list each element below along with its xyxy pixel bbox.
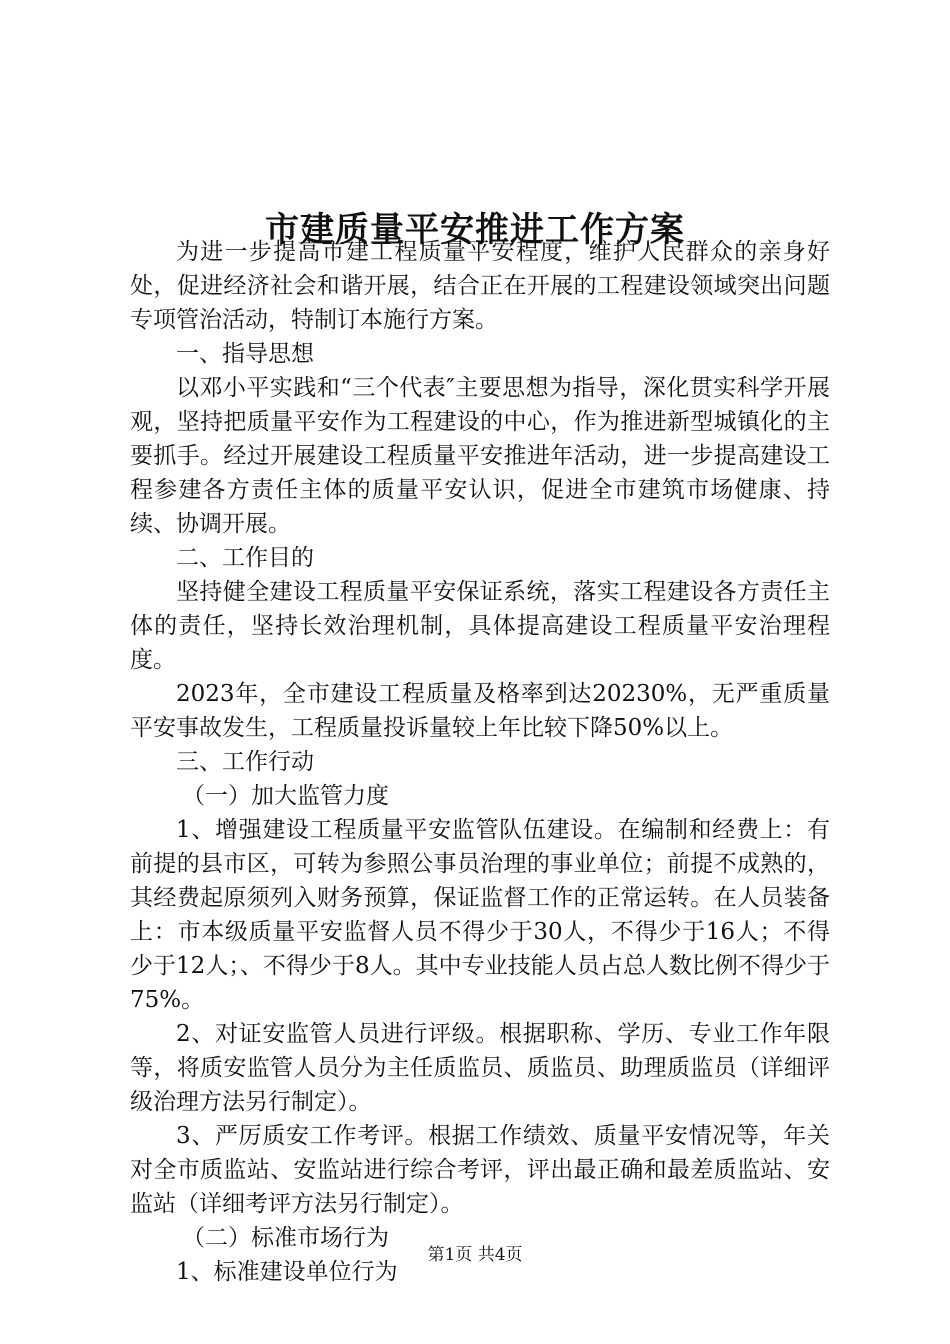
paragraph-guiding-thought: 以邓小平实践和“三个代表″主要思想为指导，深化贯实科学开展观，坚持把质量平安作为工程建设的中心，作为推进新型城镇化的主要抓手。经过开展建设工程质量平安推进年活动，进一步提高建设工程参建各方责任主体的质量平安认识，促进全市建筑市场健康、持续、协调开展。 [130, 375, 830, 537]
section-heading-guiding-thought: 一、指导思想 [176, 341, 314, 367]
paragraph-work-goal: 坚持健全建设工程质量平安保证系统，落实工程建设各方责任主体的责任，坚持长效治理机制，具体提高建设工程质量平安治理程度。 [130, 579, 830, 673]
section-heading-work-goal: 二、工作目的 [176, 545, 314, 571]
subsection-heading-market: （二）标准市场行为 [182, 1225, 389, 1251]
paragraph-market-1: 1、标准建设单位行为 [176, 1259, 398, 1285]
paragraph-intro: 为进一步提高市建工程质量平安程度，维护人民群众的亲身好处，促进经济社会和谐开展，结合正在开展的工程建设领域突出问题专项管治活动，特制订本施行方案。 [130, 239, 830, 333]
paragraph-action-1: 1、增强建设工程质量平安监管队伍建设。在编制和经费上：有前提的县市区，可转为参照公事员治理的事业单位；前提不成熟的，其经费起原须列入财务预算，保证监督工作的正常运转。在人员装备上：市本级质量平安监督人员不得少于30人，不得少于16人；不得少于12人；、不得少于8人。其中专业技能人员占总人数比例不得少于75%。 [130, 817, 830, 1013]
subsection-heading-supervision: （一）加大监管力度 [182, 783, 389, 809]
document-body [130, 235, 830, 1289]
section-heading-work-actions: 三、工作行动 [176, 749, 314, 775]
paragraph-action-3: 3、严厉质安工作考评。根据工作绩效、质量平安情况等，年关对全市质监站、安监站进行综合考评，评出最正确和最差质监站、安监站（详细考评方法另行制定）。 [130, 1123, 830, 1217]
paragraph-action-2: 2、对证安监管人员进行评级。根据职称、学历、专业工作年限等，将质安监管人员分为主任质监员、质监员、助理质监员（详细评级治理方法另行制定）。 [130, 1021, 830, 1115]
paragraph-2023-target: 2023年，全市建设工程质量及格率到达20230%，无严重质量平安事故发生，工程质量投诉量较上年比较下降50%以上。 [130, 681, 830, 741]
page-number-footer: 第1页 共4页 [427, 1245, 523, 1265]
document-title: 市建质量平安推进工作方案 [265, 209, 685, 250]
